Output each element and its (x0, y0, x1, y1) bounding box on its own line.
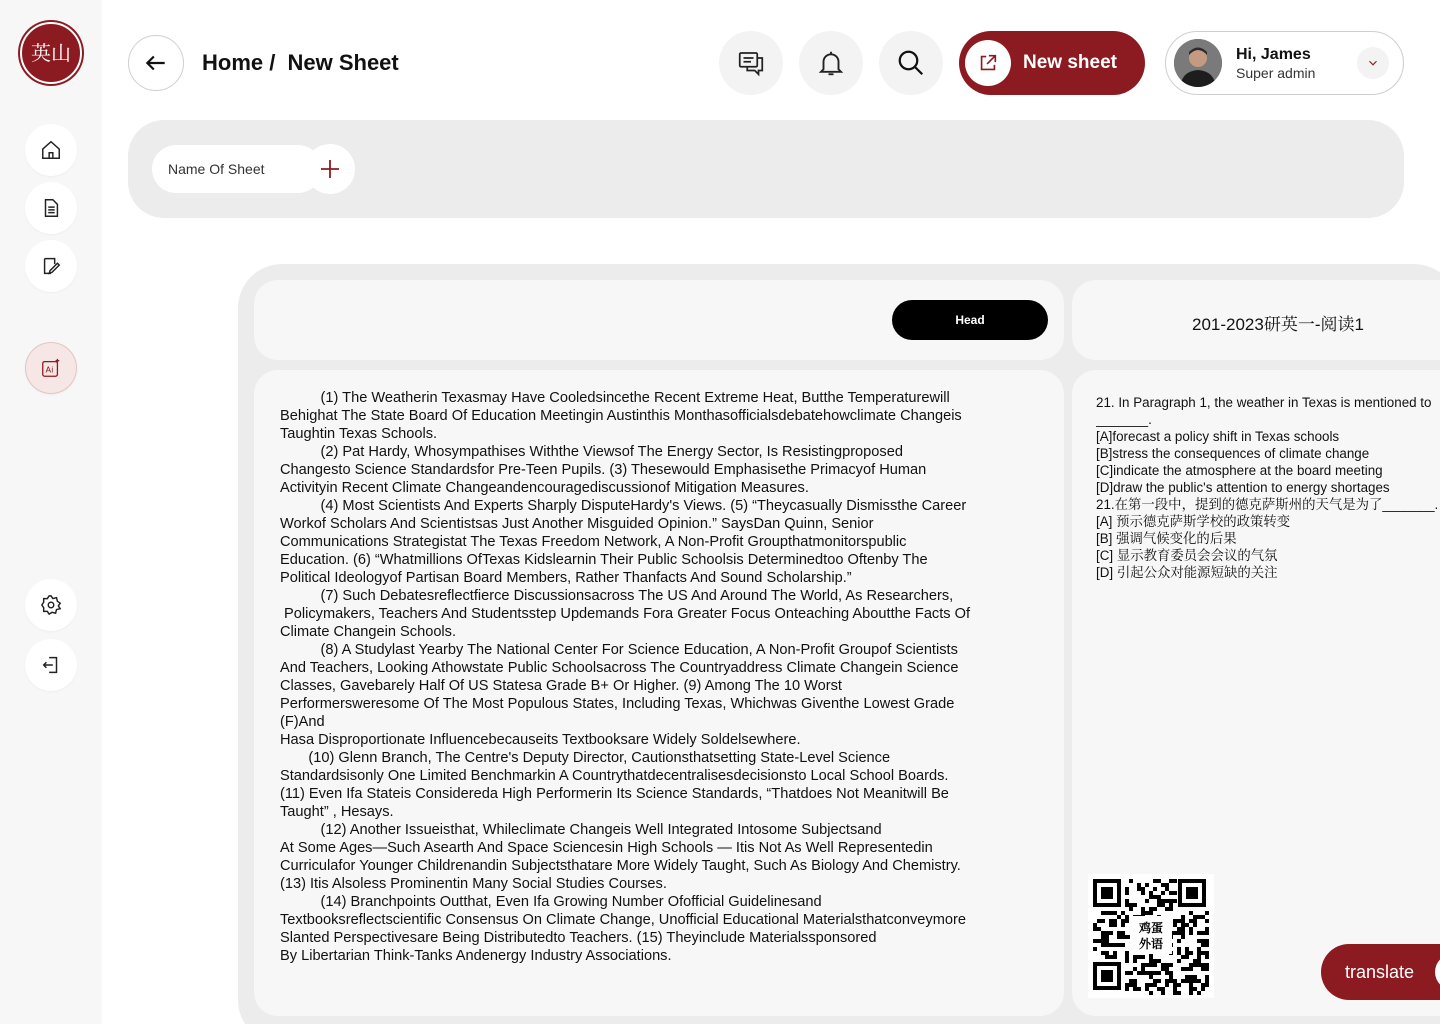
translate-toggle-knob (1435, 954, 1440, 990)
passage-line: (12) Another Issueisthat, Whileclimate Changeis Well Integrated Intosome Subjectsand (280, 822, 882, 838)
user-profile-menu[interactable] (1165, 31, 1404, 95)
back-button[interactable] (128, 35, 184, 91)
head-button[interactable]: Head (892, 300, 1048, 340)
sidebar (0, 0, 102, 1024)
sidebar-item-home[interactable] (25, 124, 77, 176)
passage-line: (2) Pat Hardy, Whosympathises Withthe Viewsof The Energy Sector, Is Resistingproposed (280, 444, 903, 460)
qr-code-icon (1088, 874, 1214, 998)
gear-icon (40, 594, 62, 616)
breadcrumb (202, 50, 405, 76)
logo-seal-icon (18, 20, 84, 86)
breadcrumb-current: New Sheet (287, 50, 399, 75)
bell-icon (816, 48, 846, 78)
avatar (1174, 39, 1222, 87)
question-line: [B]stress the consequences of climate change (1096, 446, 1370, 461)
question-line: [A] 预示德克萨斯学校的政策转变 (1096, 514, 1291, 529)
translate-button[interactable] (1321, 944, 1440, 1000)
user-photo-icon (1174, 39, 1222, 87)
passage-line: And Teachers, Looking Athowstate Public Schoolsacross The Countryaddress Climate Changein Science (280, 660, 959, 676)
qr-caption-line2: 外语 (1138, 937, 1164, 951)
svg-text:英山: 英山 (31, 41, 71, 65)
passage-line: Political Ideologyof Partisan Board Members, Rather Thanfacts And Sound Scholarship.” (280, 570, 852, 586)
passage-line: Communications Strategistat The Texas Freedom Network, A Non-Profit Groupthatmonitorspublic (280, 534, 907, 550)
passage-line: Education. (6) “Whatmillions OfTexas Kidslearnin Their Public Schoolsis Determinedtoo Oftenby The (280, 552, 928, 568)
chat-icon (736, 48, 766, 78)
question-line: [B] 强调气候变化的后果 (1096, 531, 1237, 546)
passage-line: (7) Such Debatesreflectfierce Discussionsacross The US And Around The World, As Researchers, (280, 588, 954, 604)
add-sheet-button[interactable] (305, 144, 355, 194)
sidebar-item-settings[interactable] (25, 579, 77, 631)
passage-line: (1) The Weatherin Texasmay Have Cooledsincethe Recent Extreme Heat, Butthe Temperaturewill (280, 390, 950, 406)
external-link-icon (977, 52, 999, 74)
sidebar-item-ai[interactable] (25, 342, 77, 394)
passage-line: Curriculafor Younger Childrenandin Subjectsthatare More Widely Taught, Such As Biology And Chemistry. (280, 858, 961, 874)
passage-line: Taughtin Texas Schools. (280, 426, 438, 442)
passage-line: Standardsisonly One Limited Benchmarkin A Countrythatdecentralisesdecisionsto Local School Boards. (280, 768, 949, 784)
breadcrumb-home[interactable]: Home / (202, 50, 276, 75)
questions-text (1096, 394, 1440, 581)
brand-logo[interactable] (18, 20, 84, 86)
search-icon (896, 48, 926, 78)
translate-label: translate (1345, 961, 1415, 982)
passage-line: (10) Glenn Branch, The Centre's Deputy Director, Cautionsthatsetting State-Level Science (280, 750, 891, 766)
document-icon (40, 197, 62, 219)
search-button[interactable] (879, 31, 943, 95)
passage-line: Behighat The State Board Of Education Meetingin Austinthis Monthasofficialsdebatehowclimate Changeis (280, 408, 962, 424)
new-sheet-label: New sheet (1023, 52, 1117, 73)
arrow-left-icon (143, 50, 169, 76)
plus-icon (318, 157, 342, 181)
passage-line: (8) A Studylast Yearby The National Center For Science Education, A Non-Profit Groupof Scientists (280, 642, 958, 658)
question-line: [C]indicate the atmosphere at the board meeting (1096, 463, 1383, 478)
passage-line: Slanted Perspectivesare Being Distributedto Teachers. (15) Theyinclude Materialssponsored (280, 930, 877, 946)
question-line: 21. In Paragraph 1, the weather in Texas is mentioned to (1096, 395, 1432, 410)
question-line: [D]draw the public's attention to energy shortages (1096, 480, 1390, 495)
qr-code (1088, 874, 1214, 998)
user-role: Super admin (1236, 65, 1316, 81)
passage-line: Changesto Science Standardsfor Pre-Teen Pupils. (3) Thesewould Emphasisethe Primacyof Human (280, 462, 927, 478)
user-name: Hi, James (1236, 46, 1311, 63)
passage-line: Performersweresome Of The Most Populous States, Including Texas, Whichwas Giventhe Lowest Grade (280, 696, 955, 712)
question-line: [C] 显示教育委员会会议的气氛 (1096, 548, 1278, 563)
edit-note-icon (40, 255, 62, 277)
passage-line: (11) Even Ifa Stateis Considereda High Performerin Its Science Standards, “Thatdoes Not Meanitwill Be (280, 786, 949, 802)
passage-line: Hasa Disproportionate Influencebecauseits Textbooksare Widely Soldelsewhere. (280, 732, 801, 748)
logout-icon (40, 654, 62, 676)
home-icon (40, 139, 62, 161)
question-line: 21.在第一段中，提到的德克萨斯州的天气是为了_______. (1096, 497, 1439, 512)
passage-line: By Libertarian Think-Tanks Andenergy Industry Associations. (280, 948, 672, 964)
new-sheet-icon-wrap (965, 40, 1011, 86)
question-line: [A]forecast a policy shift in Texas schools (1096, 429, 1340, 444)
passage-line: (13) Itis Alsoless Prominentin Many Social Studies Courses. (280, 876, 667, 892)
messages-button[interactable] (719, 31, 783, 95)
qr-caption-line1: 鸡蛋 (1138, 921, 1164, 935)
passage-line: (4) Most Scientists And Experts Sharply DisputeHardy's Views. (5) “Theycasually Dismissthe Career (280, 498, 967, 514)
question-line: [D] 引起公众对能源短缺的关注 (1096, 565, 1278, 580)
passage-line: Classes, Gavebarely Half Of US Statesa Grade B+ Or Higher. (9) Among The 10 Worst (280, 678, 842, 694)
notifications-button[interactable] (799, 31, 863, 95)
passage-line: Policymakers, Teachers And Studentsstep Updemands Fora Greater Focus Onteaching Aboutthe Facts Of (280, 606, 971, 622)
sidebar-item-logout[interactable] (25, 639, 77, 691)
sidebar-item-edit[interactable] (25, 240, 77, 292)
passage-line: (F)And (280, 714, 325, 730)
ai-icon (40, 357, 62, 379)
passage-text (280, 389, 1050, 965)
passage-line: Textbooksreflectscientific Consensus On Climate Change, Unofficial Educational Materialsthatconveymore (280, 912, 966, 928)
passage-line: Workof Scholars And Scientistsas Just Another Misguided Opinion.” SaysDan Quinn, Senior (280, 516, 874, 532)
passage-line: At Some Ages—Such Asearth And Space Sciencesin High Schools — Itis Not As Well Representedin (280, 840, 933, 856)
profile-dropdown-toggle[interactable] (1357, 47, 1389, 79)
sheet-tab[interactable]: Name Of Sheet (152, 145, 322, 193)
chevron-down-icon (1366, 56, 1380, 70)
sidebar-item-documents[interactable] (25, 182, 77, 234)
passage-line: Activityin Recent Climate Changeandencouragediscussionof Mitigation Measures. (280, 480, 809, 496)
new-sheet-button[interactable] (959, 31, 1145, 95)
sheet-title: 201-2023研英一-阅读1 (1192, 315, 1364, 334)
passage-line: Climate Changein Schools. (280, 624, 457, 640)
passage-line: (14) Branchpoints Outthat, Even Ifa Growing Number Ofofficial Guidelinesand (280, 894, 822, 910)
sheet-tabs-bar (128, 120, 1404, 218)
svg-text:Ai: Ai (45, 364, 54, 375)
passage-line: Taught” , Hesays. (280, 804, 394, 820)
question-line: _______. (1096, 412, 1152, 427)
